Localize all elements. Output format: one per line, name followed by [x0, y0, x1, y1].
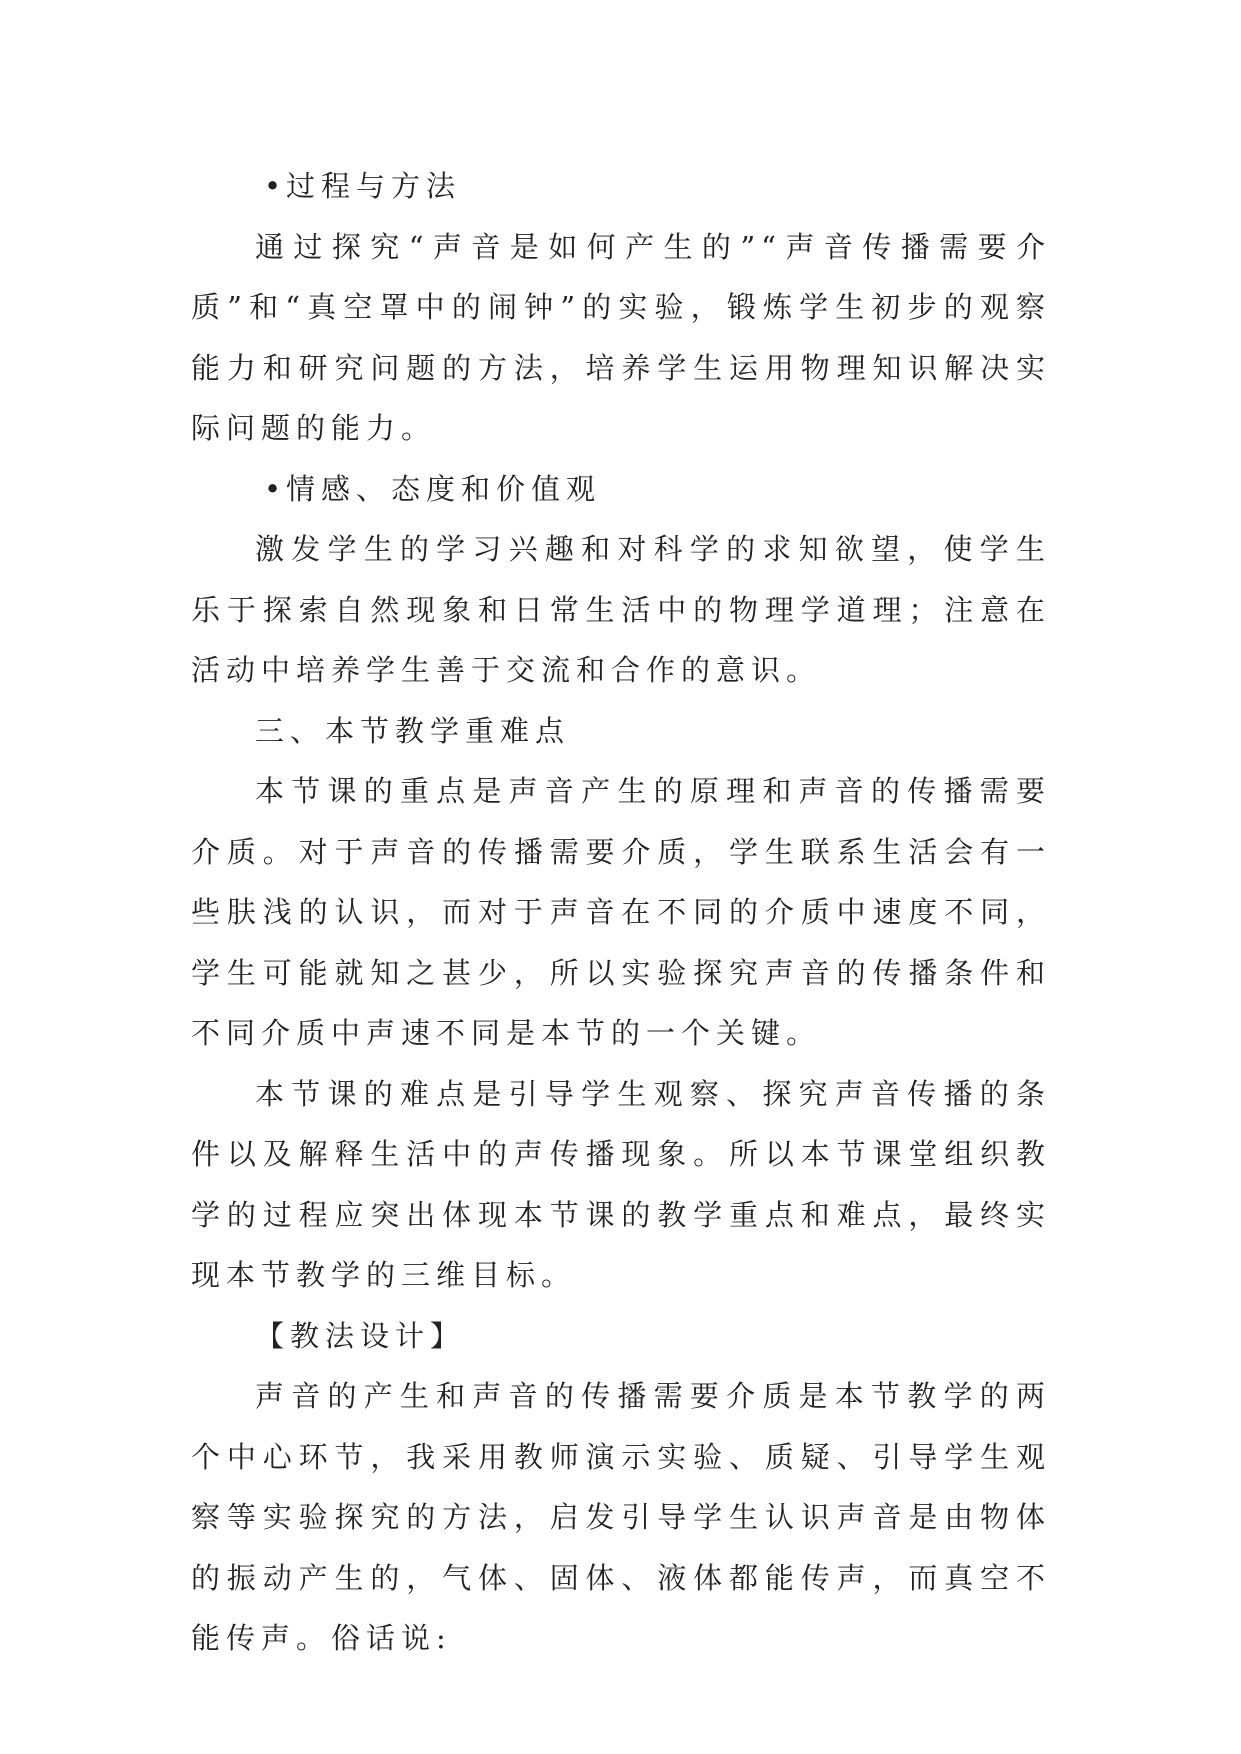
paragraph-teaching-design: 声音的产生和声音的传播需要介质是本节教学的两个中心环节，我采用教师演示实验、质疑、引导学生观察等实验探究的方法，启发引导学生认识声音是由物体的振动产生的，气体、固体、液体都能传声，而真空不能传声。俗话说:: [191, 1379, 1051, 1655]
paragraph-experiment-methods: 通过探究“声音是如何产生的”“声音传播需要介质”和“真空罩中的闹钟”的实验，锻炼学生初步的观察能力和研究问题的方法，培养学生运用物理知识解决实际问题的能力。: [191, 229, 1051, 445]
bullet-marker: •: [264, 169, 288, 203]
bullet-process-and-method: [191, 156, 1051, 217]
section-heading-teaching-design: 【教法设计】: [255, 1318, 466, 1353]
bullet-marker: •: [264, 471, 288, 506]
paragraph-difficult-points: 本节课的难点是引导学生观察、探究声音传播的条件以及解释生活中的声传播现象。所以本节课堂组织教学的过程应突出体现本节课的教学重点和难点，最终实现本节教学的三维目标。: [191, 1076, 1051, 1292]
document-body: [191, 156, 1051, 1669]
bullet-text: 情感、态度和价值观: [286, 471, 602, 506]
paragraph-interest-goals: 激发学生的学习兴趣和对科学的求知欲望，使学生乐于探索自然现象和日常生活中的物理学道理；注意在活动中培养学生善于交流和合作的意识。: [191, 532, 1051, 687]
bullet-text: 过程与方法: [286, 169, 462, 203]
bullet-emotion-attitude-values: [191, 459, 1051, 520]
section-heading-key-points: 三、本节教学重难点: [255, 713, 571, 748]
paragraph-key-points: 本节课的重点是声音产生的原理和声音的传播需要介质。对于声音的传播需要介质，学生联系生活会有一些肤浅的认识，而对于声音在不同的介质中速度不同，学生可能就知之甚少，所以实验探究声音的传播条件和不同介质中声速不同是本节的一个关键。: [191, 774, 1051, 1050]
